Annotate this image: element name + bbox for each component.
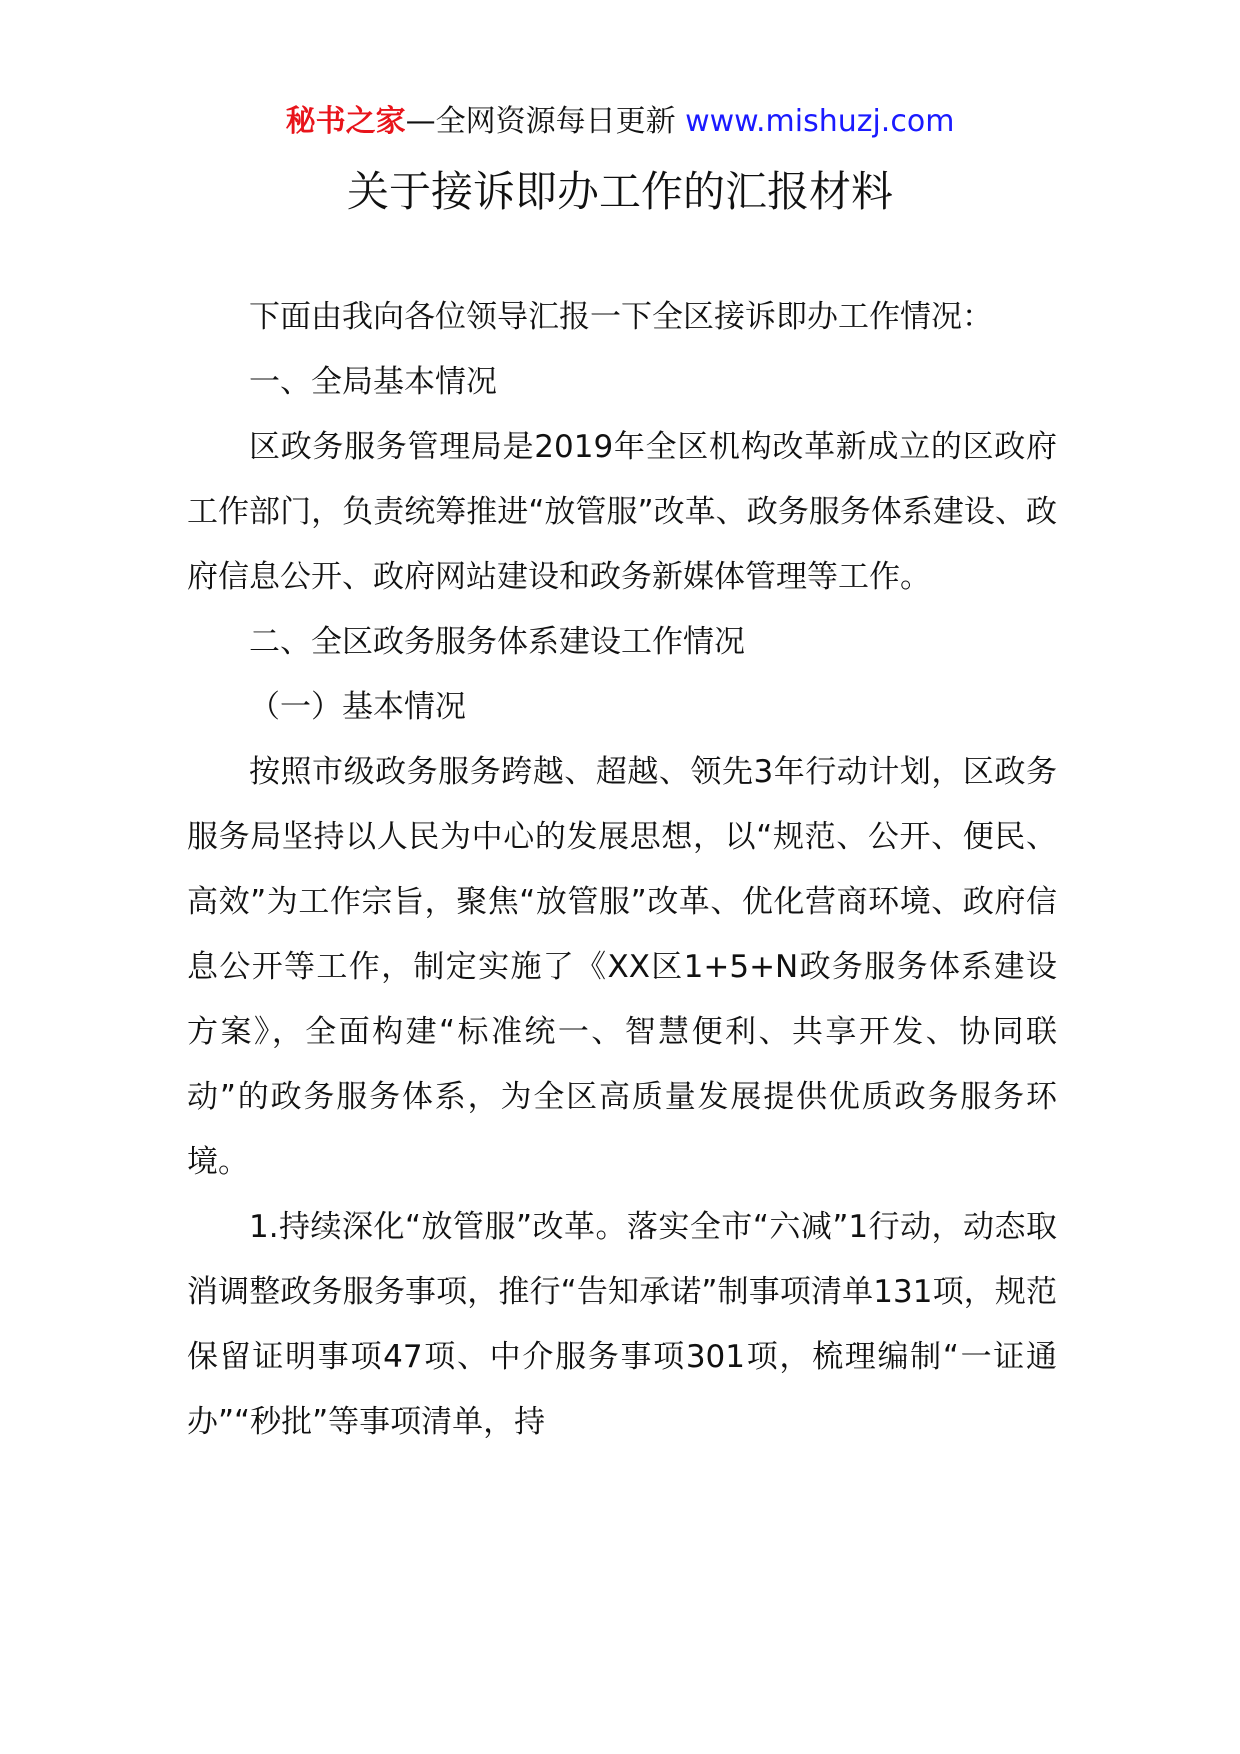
heading-section-1: 一、全局基本情况 [249,364,497,400]
document-title: 关于接诉即办工作的汇报材料 [346,167,893,216]
heading-section-2: 二、全区政务服务体系建设工作情况 [249,624,745,660]
paragraph-intro: 下面由我向各位领导汇报一下全区接诉即办工作情况： [249,299,993,335]
paragraph-basic-situation: 按照市级政务服务跨越、超越、领先3年行动计划，区政务服务局坚持以人民为中心的发展思想，以“规范、公开、便民、高效”为工作宗旨，聚焦“放管服”改革、优化营商环境、政府信息公开等工作，制定实施了《XX区1+5+N政务服务体系建设方案》，全面构建“标准统一、智慧便利、共享开发、协同联动”的政务服务体系，为全区高质量发展提供优质政务服务环境。 [187,754,1057,1180]
site-banner [0,100,1240,144]
paragraph-reform-item-1: 1.持续深化“放管服”改革。落实全市“六减”1行动，动态取消调整政务服务事项，推行“告知承诺”制事项清单131项，规范保留证明事项47项、中介服务事项301项，梳理编制“一证通办”“秒批”等事项清单，持 [187,1209,1057,1440]
banner-url-link[interactable]: www.mishuzj.com [675,104,955,139]
banner-tagline: —全网资源每日更新 [405,104,676,139]
heading-subsection-1: （一）基本情况 [249,689,466,725]
paragraph-bureau-overview: 区政务服务管理局是2019年全区机构改革新成立的区政府工作部门，负责统筹推进“放管服”改革、政务服务体系建设、政府信息公开、政府网站建设和政务新媒体管理等工作。 [187,429,1057,595]
banner-brand: 秘书之家 [285,104,406,139]
document-body [187,285,1057,1455]
